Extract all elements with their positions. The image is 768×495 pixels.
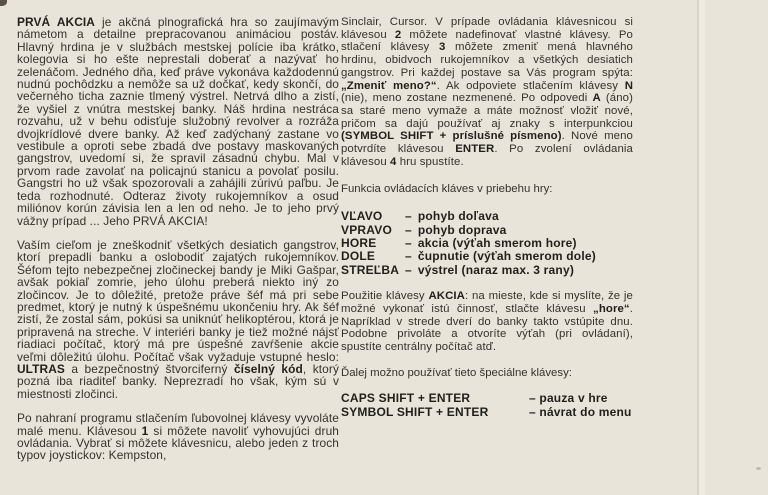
- right-column: [341, 16, 633, 420]
- control-row: [341, 210, 633, 223]
- control-row: [341, 250, 633, 263]
- control-key: HORE: [341, 235, 377, 250]
- control-row: [341, 237, 633, 250]
- special-key-combo: CAPS SHIFT + ENTER: [341, 391, 471, 406]
- control-dash: –: [405, 235, 412, 250]
- controls-table: [341, 210, 633, 277]
- keyboard-paragraph: Sinclair, Cursor. V prípade ovládania klávesnicou si klávesou 2 môžete nadefinovať vlastné klávesy. Po stlačení klávesy 3 môžete zmeniť mená hlavného hrdinu, obidvoch rukojemníkov a všetkých desiatich gangstrov. Pri každej postave sa Vás program spýta: „Zmeniť meno?“. Ak odpoviete stlačením klávesy N (nie), meno zostane nezmenené. Po odpovedi A (áno) sa staré meno vymaže a máte možnosť vložiť nové, pričom sa dajú používať aj znaky s interpunkciou (SYMBOL SHIFT + príslušné písmeno). Nové meno potvrdíte klávesou ENTER. Po zvolení ovládania klávesou 4 hru spustíte.: [341, 16, 634, 168]
- control-action: akcia (výťah smerom hore): [417, 235, 577, 250]
- special-key-row: [341, 392, 633, 406]
- akcia-paragraph: Použitie klávesy AKCIA: na mieste, kde si myslíte, že je možné vykonať istú činnosť, stlačte klávesu „hore“. Napríklad v strede dverí do banky takto vstúpite dnu. Podobne privoláte a otvoríte výťah (pri ovládaní), spustíte centrálny počítač atď.: [341, 290, 633, 353]
- control-action: pohyb doľava: [417, 209, 499, 224]
- special-key-row: [341, 406, 633, 420]
- control-action: čupnutie (výťah smerom dole): [417, 249, 596, 264]
- control-key: STREĽBA: [341, 262, 400, 277]
- control-action: pohyb doprava: [417, 222, 507, 237]
- control-key: VĽAVO: [341, 209, 383, 224]
- control-dash: –: [405, 262, 412, 277]
- control-action: výstrel (naraz max. 3 rany): [417, 262, 575, 277]
- control-key: VPRAVO: [341, 222, 392, 237]
- special-keys-table: [341, 392, 633, 419]
- special-key-action: – pauza v hre: [529, 391, 608, 406]
- control-dash: –: [405, 222, 412, 237]
- mission-paragraph: Vaším cieľom je zneškodniť všetkých desiatich gangstrov, ktorí prepadli banku a oslobodiť zajatých rukojemníkov. Šéfom tejto nebezpečnej zločineckej bandy je Miki Gašpar, avšak pokiaľ zomrie, jeho úlohu preberá niekto iný zo zločincov. Je to dôležité, pretože práve šéf má pri sebe predmet, ktorý je nutný k úspešnému ukončeniu hry. Ak šéf zistí, že zostal sám, pokúsi sa uniknúť helikoptérou, ktorá je pripravená na streche. V interiéri banky je tiež možné nájsť riadiaci počítač, ktorý má pre úspešné zavŕšenie akcie veľmi dôležitú úlohu. Počítač však vyžaduje vstupné heslo: ULTRAS a bezpečnostný štvorciferný číselný kód, ktorý pozná iba riaditeľ banky. Neprezradí ho však, kým sú v miestnosti zločinci.: [17, 237, 339, 401]
- special-key-action: – návrat do menu: [529, 404, 632, 419]
- control-dash: –: [405, 249, 412, 264]
- scan-speck-bottom-right: [756, 467, 761, 470]
- control-row: [341, 264, 633, 277]
- special-key-combo: SYMBOL SHIFT + ENTER: [341, 404, 489, 419]
- control-key: DOLE: [341, 249, 376, 264]
- intro-paragraph: PRVÁ AKCIA je akčná plnografická hra so zaujímavým námetom a detailne prepracovanou animáciou postáv. Hlavný hrdina je v službách mestskej polície iba krátko, kolegovia si ho ešte neprestali doberať a nazývať ho zelenáčom. Jedného dňa, keď práve vykonáva každodennú nudnú pochôdzku a nemôže sa už dočkať, kedy skončí, do večerného ticha zaznie tlmený výstrel. Netrvá dlho a zistí, že vyšiel z vnútra mestskej banky. Náš hrdina nestráca rozvahu, už v behu odisťuje služobný revolver a rozráža dvojkrídlové dvere banky. Až keď zadýchaný zastane vo vestibule a oproti sebe zbadá dve postavy maskovaných gangstrov, uvedomí si, že spravil zásadnú chybu. Mal v prvom rade zavolať na policajnú stanicu a povolať posilu. Gangstri ho už však spozorovali a zahájili zúrivú paľbu. Je teda rozhodnuté. Odteraz životy rukojemníkov a osud miliónov korún závisia len a len od neho. Je to jeho prvý vážny prípad ... Jeho PRVÁ AKCIA!: [17, 15, 339, 228]
- control-dash: –: [405, 209, 412, 224]
- paper-fold-highlight: [699, 0, 705, 495]
- special-keys-heading: Ďalej možno používať tieto špeciálne klávesy:: [341, 366, 572, 379]
- controls-heading: Funkcia ovládacích kláves v priebehu hry:: [341, 183, 553, 196]
- menu-paragraph: Po nahraní programu stlačením ľubovolnej klávesy vyvoláte malé menu. Klávesou 1 si môžete navoliť vyhovujúci druh ovládania. Vybrať si môžete klávesnicu, alebo jeden z troch typov joystickov: Kempston,: [17, 411, 339, 463]
- scan-speck-top-left: [0, 0, 7, 6]
- left-column: [17, 16, 339, 474]
- control-row: [341, 224, 633, 237]
